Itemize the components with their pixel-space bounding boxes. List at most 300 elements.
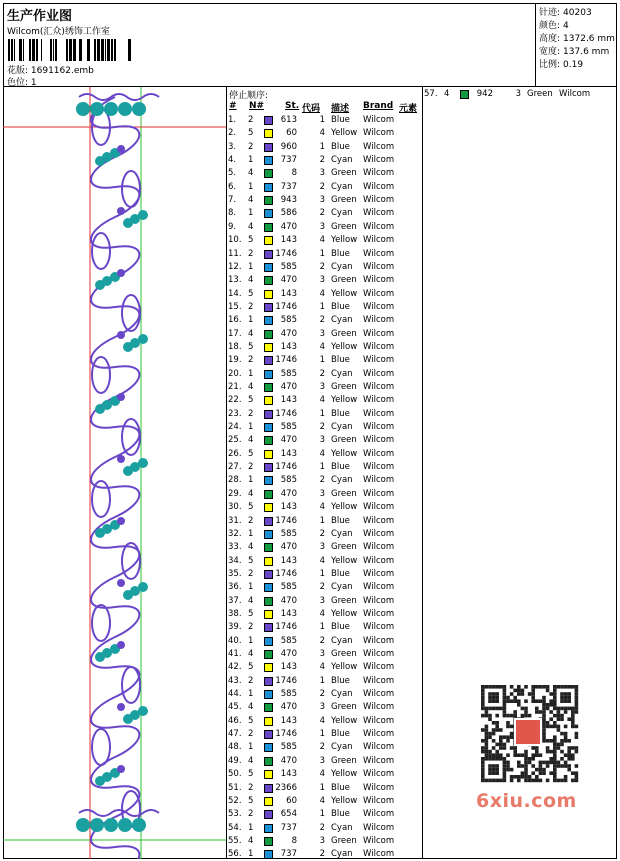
row-needle: 5	[248, 715, 254, 726]
row-needle: 1	[248, 208, 254, 219]
stop-row	[227, 648, 423, 661]
row-description: Cyan	[331, 475, 353, 486]
row-brand: Wilcom	[363, 488, 395, 499]
row-code: 3	[319, 595, 325, 606]
qr-module	[495, 692, 499, 696]
row-index: 38.	[228, 608, 242, 619]
qr-module	[560, 779, 564, 783]
stop-row	[227, 701, 423, 714]
row-description: Blue	[331, 809, 350, 820]
qr-module	[510, 735, 514, 739]
barcode-bar	[97, 39, 100, 61]
qr-module	[531, 689, 535, 693]
flower-bud	[117, 393, 125, 401]
row-description: Cyan	[331, 582, 353, 593]
qr-module	[560, 750, 564, 754]
color-swatch	[264, 583, 273, 592]
qr-module	[567, 764, 571, 768]
qr-module	[531, 764, 535, 768]
row-code: 3	[319, 488, 325, 499]
embroidery-preview-image	[3, 87, 227, 859]
row-code: 1	[319, 675, 325, 686]
row-description: Green	[527, 89, 553, 99]
qr-module	[517, 689, 521, 693]
qr-module	[531, 696, 535, 700]
color-swatch	[264, 276, 273, 285]
qr-module	[492, 768, 496, 772]
row-brand: Wilcom	[363, 742, 395, 753]
row-description: Green	[331, 382, 357, 392]
row-code: 1	[319, 729, 325, 740]
qr-module	[567, 750, 571, 754]
qr-module	[575, 703, 579, 707]
qr-module	[560, 717, 564, 721]
row-brand: Wilcom	[363, 221, 395, 232]
color-swatch	[264, 129, 273, 138]
row-stitches: 737	[280, 822, 297, 833]
row-code: 2	[319, 689, 325, 700]
row-index: 39.	[228, 622, 242, 633]
qr-module	[564, 710, 568, 714]
color-swatch	[264, 597, 273, 606]
leaf-cluster	[138, 582, 148, 592]
qr-module	[564, 696, 568, 700]
stat-value: 1372.6 mm	[563, 34, 615, 44]
row-brand: Wilcom	[363, 608, 395, 619]
qr-module	[485, 743, 489, 747]
row-description: Green	[331, 835, 357, 846]
row-needle: 2	[248, 809, 254, 820]
stat-3	[539, 44, 609, 57]
row-index: 25.	[228, 435, 242, 446]
row-description: Green	[331, 168, 357, 179]
barcode-bar	[36, 39, 38, 61]
stop-row	[227, 314, 423, 327]
qr-module	[492, 696, 496, 700]
color-swatch	[264, 156, 273, 165]
stop-row	[227, 661, 423, 674]
qr-module	[553, 743, 557, 747]
row-description: Cyan	[331, 368, 353, 379]
row-stitches: 143	[280, 395, 297, 406]
stat-label: 宽度:	[539, 47, 561, 57]
row-description: Cyan	[331, 155, 353, 166]
row-code: 2	[319, 475, 325, 486]
qr-module	[553, 739, 557, 743]
qr-module	[524, 750, 528, 754]
qr-module	[567, 696, 571, 700]
top-border-wave	[79, 94, 159, 100]
color-swatch	[264, 396, 273, 405]
row-description: Cyan	[331, 261, 353, 272]
qr-module	[524, 779, 528, 783]
qr-module	[571, 771, 575, 775]
row-brand: Wilcom	[363, 115, 395, 125]
row-brand: Wilcom	[363, 835, 395, 846]
qr-module	[571, 753, 575, 757]
row-index: 36.	[228, 582, 242, 593]
row-needle: 1	[248, 368, 254, 379]
qr-module	[485, 757, 489, 761]
qr-module	[499, 757, 503, 761]
row-description: Cyan	[331, 635, 353, 646]
qr-module	[488, 717, 492, 721]
qr-module	[557, 725, 561, 729]
stop-row	[227, 394, 423, 407]
qr-module	[546, 707, 550, 711]
top-border-cluster	[118, 102, 132, 116]
qr-module	[521, 764, 525, 768]
color-swatch	[264, 837, 273, 846]
stat-label: 比例:	[539, 60, 561, 70]
row-index: 14.	[228, 288, 242, 299]
qr-code	[471, 681, 585, 787]
row-brand: Wilcom	[363, 595, 395, 606]
qr-module	[503, 735, 507, 739]
leaf-cluster	[138, 458, 148, 468]
row-description: Blue	[331, 355, 350, 366]
qr-module	[542, 768, 546, 772]
row-stitches: 470	[280, 275, 297, 286]
row-brand: Wilcom	[363, 782, 395, 793]
row-description: Yellow	[331, 128, 358, 139]
qr-module	[549, 717, 553, 721]
row-brand: Wilcom	[363, 568, 395, 579]
qr-module	[560, 696, 564, 700]
color-swatch	[264, 290, 273, 299]
flower-bud	[117, 331, 125, 339]
qr-module	[557, 710, 561, 714]
qr-module	[557, 717, 561, 721]
row-index: 7.	[228, 195, 237, 206]
qr-module	[542, 699, 546, 703]
qr-module	[499, 728, 503, 732]
stop-row	[227, 368, 423, 381]
vine-loop	[92, 357, 110, 393]
color-swatch	[264, 343, 273, 352]
row-index: 29.	[228, 488, 242, 499]
stop-row	[227, 741, 423, 754]
qr-module	[492, 692, 496, 696]
row-index: 50.	[228, 769, 242, 780]
col-stitches-header: St.	[285, 101, 300, 111]
qr-module	[492, 685, 496, 689]
file-name: 花版: 1691162.emb	[7, 66, 94, 76]
row-brand: Wilcom	[363, 702, 395, 713]
row-description: Green	[331, 275, 357, 286]
qr-module	[488, 707, 492, 711]
qr-module	[517, 775, 521, 779]
barcode-bar	[73, 39, 76, 61]
row-needle: 2	[248, 462, 254, 473]
col-desc-header: 描述	[331, 104, 350, 114]
leaf-cluster	[95, 652, 105, 662]
stop-row	[227, 568, 423, 581]
barcode-bar	[41, 39, 42, 61]
qr-module	[564, 764, 568, 768]
qr-module	[488, 714, 492, 718]
qr-module	[506, 764, 510, 768]
barcode-image	[8, 39, 138, 61]
qr-module	[546, 779, 550, 783]
qr-module	[503, 761, 507, 765]
qr-module	[542, 717, 546, 721]
row-description: Yellow	[331, 341, 358, 352]
color-swatch	[264, 797, 273, 806]
qr-module	[546, 750, 550, 754]
row-brand: Wilcom	[363, 649, 395, 659]
row-description: Blue	[331, 408, 350, 419]
color-swatch	[264, 410, 273, 419]
row-stitches: 585	[280, 368, 297, 379]
row-code: 4	[319, 502, 325, 513]
leaf-cluster	[138, 334, 148, 344]
row-description: Yellow	[331, 715, 358, 726]
qr-module	[549, 692, 553, 696]
qr-module	[560, 732, 564, 736]
row-needle: 1	[248, 475, 254, 486]
row-brand: Wilcom	[363, 435, 395, 446]
color-swatch	[264, 450, 273, 459]
qr-module	[506, 768, 510, 772]
row-stitches: 143	[280, 769, 297, 780]
stop-row	[423, 88, 619, 101]
qr-module	[524, 685, 528, 689]
qr-module	[503, 692, 507, 696]
row-needle: 1	[248, 849, 254, 859]
row-brand: Wilcom	[363, 181, 395, 192]
qr-module	[557, 764, 561, 768]
stop-row	[227, 474, 423, 487]
qr-module	[485, 725, 489, 729]
qr-module	[495, 699, 499, 703]
row-code: 1	[319, 515, 325, 526]
color-swatch	[264, 703, 273, 712]
row-description: Green	[331, 488, 357, 499]
row-stitches: 143	[280, 448, 297, 459]
qr-module	[542, 735, 546, 739]
qr-module	[485, 753, 489, 757]
qr-module	[553, 699, 557, 703]
qr-module	[506, 739, 510, 743]
stop-row	[227, 221, 423, 234]
qr-module	[557, 728, 561, 732]
stop-row	[227, 675, 423, 688]
vine-loop	[122, 295, 140, 331]
barcode-bar	[114, 39, 116, 61]
qr-module	[575, 707, 579, 711]
stop-row	[227, 207, 423, 220]
qr-module	[528, 761, 532, 765]
row-stitches: 585	[280, 528, 297, 539]
row-needle: 4	[248, 168, 254, 179]
qr-module	[549, 771, 553, 775]
qr-module	[481, 703, 485, 707]
row-description: Blue	[331, 675, 350, 686]
row-brand: Wilcom	[363, 675, 395, 686]
color-swatch	[264, 810, 273, 819]
row-stitches: 737	[280, 849, 297, 859]
qr-module	[528, 714, 532, 718]
row-code: 1	[319, 248, 325, 259]
row-index: 5.	[228, 168, 237, 179]
row-code: 3	[319, 542, 325, 553]
row-index: 40.	[228, 635, 242, 646]
stop-row	[227, 141, 423, 154]
qr-module	[503, 779, 507, 783]
qr-module	[481, 685, 485, 689]
qr-module	[564, 739, 568, 743]
row-index: 24.	[228, 422, 242, 433]
flower-bud	[117, 579, 125, 587]
flower-bud	[117, 641, 125, 649]
flower-bud	[117, 765, 125, 773]
row-code: 2	[319, 582, 325, 593]
qr-module	[557, 746, 561, 750]
qr-module	[549, 750, 553, 754]
row-description: Blue	[331, 301, 350, 312]
stop-row	[227, 755, 423, 768]
stop-sequence-list	[227, 87, 423, 859]
row-needle: 2	[248, 515, 254, 526]
row-index: 49.	[228, 755, 242, 766]
qr-module	[535, 699, 539, 703]
row-code: 2	[319, 422, 325, 433]
row-needle: 1	[248, 689, 254, 700]
qr-module	[564, 732, 568, 736]
qr-module	[575, 692, 579, 696]
row-code: 4	[319, 608, 325, 619]
row-needle: 2	[248, 622, 254, 633]
qr-module	[492, 753, 496, 757]
row-stitches: 143	[280, 235, 297, 246]
qr-module	[503, 699, 507, 703]
qr-module	[481, 692, 485, 696]
vine-loop	[122, 667, 140, 703]
watermark-site: 6xiu.com	[476, 790, 577, 812]
row-code: 1	[319, 408, 325, 419]
qr-module	[524, 768, 528, 772]
qr-module	[560, 699, 564, 703]
qr-module	[503, 685, 507, 689]
row-code: 4	[319, 128, 325, 139]
qr-module	[571, 714, 575, 718]
row-index: 15.	[228, 301, 242, 312]
qr-module	[535, 753, 539, 757]
qr-module	[517, 703, 521, 707]
qr-module	[481, 696, 485, 700]
row-index: 48.	[228, 742, 242, 753]
qr-module	[506, 761, 510, 765]
qr-module	[564, 707, 568, 711]
row-needle: 2	[248, 301, 254, 312]
row-code: 4	[319, 662, 325, 673]
row-index: 45.	[228, 702, 242, 713]
leaf-cluster	[95, 528, 105, 538]
row-brand: Wilcom	[363, 128, 395, 139]
qr-module	[549, 739, 553, 743]
qr-module	[485, 779, 489, 783]
qr-module	[549, 761, 553, 765]
barcode-bar	[23, 39, 24, 61]
row-description: Green	[331, 328, 357, 339]
qr-module	[542, 761, 546, 765]
qr-module	[575, 710, 579, 714]
color-swatch	[264, 663, 273, 672]
qr-module	[553, 779, 557, 783]
qr-module	[575, 779, 579, 783]
row-needle: 2	[248, 675, 254, 686]
qr-module	[495, 771, 499, 775]
qr-module	[524, 710, 528, 714]
row-description: Blue	[331, 115, 350, 125]
leaf-cluster	[123, 218, 133, 228]
stat-label: 颜色:	[539, 21, 561, 31]
row-index: 30.	[228, 502, 242, 513]
row-code: 2	[319, 315, 325, 326]
qr-module	[531, 685, 535, 689]
qr-module	[571, 779, 575, 783]
barcode-bar	[19, 39, 22, 61]
qr-module	[524, 714, 528, 718]
qr-module	[481, 714, 485, 718]
col-code-header: 代码	[302, 104, 321, 114]
qr-module	[513, 699, 517, 703]
row-needle: 5	[248, 769, 254, 780]
qr-module	[513, 696, 517, 700]
row-stitches: 1746	[275, 408, 297, 419]
row-index: 12.	[228, 261, 242, 272]
qr-module	[564, 775, 568, 779]
row-brand: Wilcom	[363, 515, 395, 526]
color-swatch	[264, 316, 273, 325]
row-index: 2.	[228, 128, 237, 139]
qr-module	[488, 692, 492, 696]
color-swatch	[264, 730, 273, 739]
qr-module	[567, 717, 571, 721]
row-code: 3	[319, 221, 325, 232]
row-index: 31.	[228, 515, 242, 526]
row-needle: 5	[248, 448, 254, 459]
row-code: 4	[319, 555, 325, 566]
row-code: 1	[319, 782, 325, 793]
row-description: Cyan	[331, 849, 353, 859]
row-index: 23.	[228, 408, 242, 419]
row-description: Green	[331, 542, 357, 553]
row-stitches: 470	[280, 488, 297, 499]
stop-row	[227, 782, 423, 795]
qr-module	[481, 689, 485, 693]
qr-module	[567, 739, 571, 743]
stat-1	[539, 18, 569, 31]
stop-row	[227, 261, 423, 274]
row-stitches: 143	[280, 555, 297, 566]
qr-module	[557, 685, 561, 689]
stat-4	[539, 57, 583, 70]
qr-module	[557, 743, 561, 747]
row-index: 43.	[228, 675, 242, 686]
row-needle: 1	[248, 261, 254, 272]
color-swatch	[264, 143, 273, 152]
row-brand: Wilcom	[363, 195, 395, 206]
row-description: Cyan	[331, 208, 353, 219]
qr-module	[481, 707, 485, 711]
row-needle: 5	[248, 128, 254, 139]
row-needle: 1	[248, 181, 254, 192]
qr-module	[481, 750, 485, 754]
row-needle: 5	[248, 395, 254, 406]
qr-module	[503, 696, 507, 700]
